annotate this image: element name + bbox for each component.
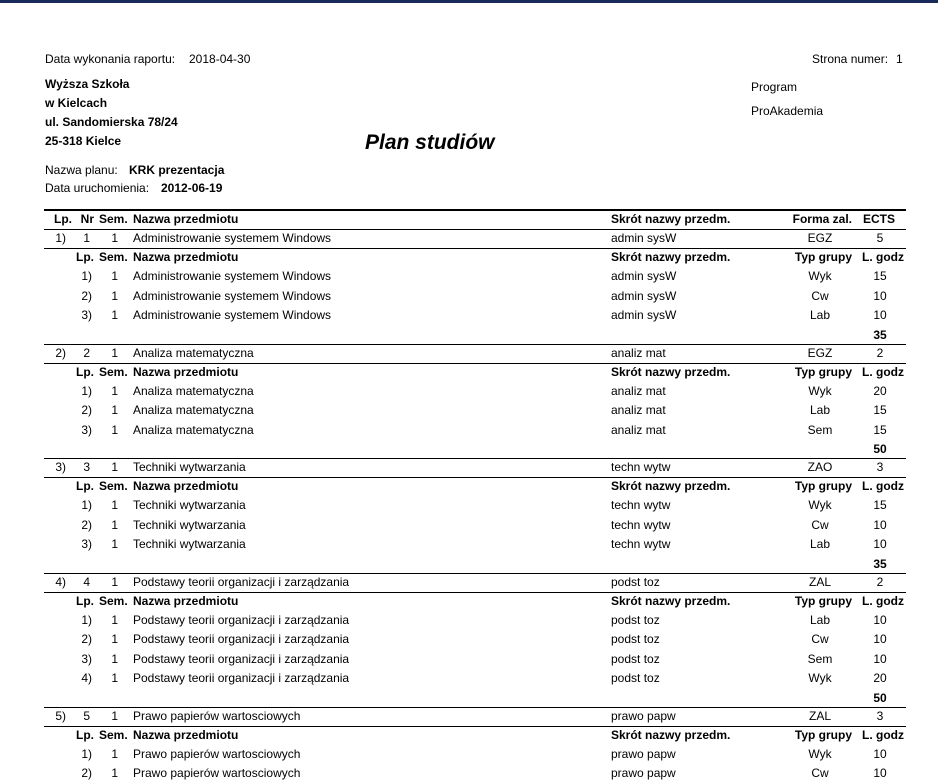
group-header-hours: L. godz [862,364,904,379]
group-header-short: Skrót nazwy przedm. [611,593,731,608]
header-nr: Nr [80,212,94,226]
group-hours: 10 [873,288,887,303]
group-name: Administrowanie systemem Windows [133,308,332,322]
group-short: prawo papw [611,746,676,761]
subject-form: ZAL [808,574,831,589]
subject-total-row [0,440,938,459]
group-short: prawo papw [611,766,676,780]
group-header-short: Skrót nazwy przedm. [611,479,731,493]
subject-short: prawo papw [611,708,676,723]
group-header-hours: L. godz [862,479,904,493]
group-name: Techniki wytwarzania [133,517,246,532]
group-type: Wyk [808,383,832,398]
group-sem: 1 [111,612,118,627]
group-short: admin sysW [611,308,677,322]
group-sem: 1 [111,269,118,283]
subject-lp: 4) [55,574,66,589]
group-row [0,421,938,440]
group-row [0,764,938,783]
header-ects: ECTS [862,212,895,226]
group-lp: 3) [81,651,92,666]
page-label: Strona numer: [812,52,889,66]
subject-lp: 1) [55,231,66,245]
group-header-row [0,363,938,382]
report-date-label: Data wykonania raportu: [45,52,176,66]
group-hours: 10 [873,517,887,532]
subject-sem: 1 [111,708,118,723]
group-hours: 20 [873,671,887,685]
group-sem: 1 [111,422,118,437]
subject-nr: 1 [83,231,90,245]
subject-sem: 1 [111,574,118,589]
group-header-short: Skrót nazwy przedm. [611,727,731,742]
group-name: Analiza matematyczna [133,403,254,417]
group-row [0,669,938,688]
group-short: techn wytw [611,517,671,532]
group-header-row [0,592,938,611]
group-lp: 2) [81,517,92,532]
group-sem: 1 [111,632,118,646]
group-row [0,496,938,515]
school-line-4: 25-318 Kielce [45,134,122,148]
group-short: admin sysW [611,288,677,303]
group-sem: 1 [111,288,118,303]
group-short: analiz mat [611,383,666,398]
group-row [0,306,938,325]
group-hours: 10 [873,766,887,780]
header-sem: Sem. [99,212,128,226]
subject-lp: 3) [55,460,66,474]
group-name: Analiza matematyczna [133,383,254,398]
header-lp: Lp. [54,212,72,226]
group-hours: 15 [873,403,887,417]
subject-ects: 3 [876,460,884,474]
group-header-sem: Sem. [99,727,128,742]
group-header-hours: L. godz [862,593,904,608]
group-type: Lab [809,537,831,551]
group-short: podst toz [611,612,660,627]
group-sem: 1 [111,671,118,685]
group-row [0,630,938,649]
subject-nr: 2 [83,345,90,360]
group-sem: 1 [111,403,118,417]
plan-name: KRK prezentacja [129,163,225,177]
group-lp: 3) [81,537,92,551]
group-sem: 1 [111,498,118,512]
plan-name-label: Nazwa planu: [45,163,118,177]
group-header-lp: Lp. [76,364,94,379]
subject-form: ZAL [808,708,831,723]
subject-total-row [0,689,938,708]
subject-row [0,707,938,726]
subject-short: techn wytw [611,460,671,474]
group-type: Sem [807,651,833,666]
group-name: Podstawy teorii organizacji i zarządzania [133,651,350,666]
group-header-type: Typ grupy [794,593,852,608]
group-type: Wyk [808,269,832,283]
group-lp: 4) [81,671,92,685]
subject-short: podst toz [611,574,660,589]
group-hours: 10 [873,537,887,551]
group-short: podst toz [611,632,660,646]
group-type: Wyk [808,671,832,685]
header-name: Nazwa przedmiotu [133,212,239,226]
group-sem: 1 [111,383,118,398]
group-lp: 1) [81,383,92,398]
group-name: Podstawy teorii organizacji i zarządzania [133,632,350,646]
group-header-name: Nazwa przedmiotu [133,727,239,742]
subject-ects: 2 [876,574,884,589]
group-type: Lab [809,612,831,627]
group-type: Lab [809,308,831,322]
subject-row [0,229,938,248]
group-name: Podstawy teorii organizacji i zarządzania [133,612,350,627]
page-number: 1 [896,52,903,66]
subject-total-row [0,326,938,345]
group-header-lp: Lp. [76,727,94,742]
subject-form: EGZ [807,345,833,360]
group-lp: 3) [81,422,92,437]
group-type: Cw [811,288,829,303]
group-name: Administrowanie systemem Windows [133,288,332,303]
subject-total-hours: 35 [873,556,887,571]
subject-row [0,344,938,363]
group-header-lp: Lp. [76,593,94,608]
group-name: Administrowanie systemem Windows [133,269,332,283]
subject-name: Techniki wytwarzania [133,460,246,474]
subject-sem: 1 [111,345,118,360]
group-lp: 1) [81,498,92,512]
group-sem: 1 [111,308,118,322]
subject-total-hours: 35 [873,327,887,342]
group-header-short: Skrót nazwy przedm. [611,250,731,264]
group-header-sem: Sem. [99,250,128,264]
group-name: Techniki wytwarzania [133,498,246,512]
group-header-sem: Sem. [99,593,128,608]
group-type: Cw [811,632,829,646]
subject-name: Prawo papierów wartosciowych [133,708,301,723]
group-header-type: Typ grupy [794,364,852,379]
group-header-lp: Lp. [76,250,94,264]
program-line-2: ProAkademia [751,104,824,118]
group-lp: 2) [81,288,92,303]
group-row [0,287,938,306]
subject-row [0,573,938,592]
subject-nr: 4 [83,574,90,589]
subject-short: analiz mat [611,345,666,360]
page-title: Plan studiów [365,131,495,154]
group-type: Sem [807,422,833,437]
group-header-name: Nazwa przedmiotu [133,593,239,608]
group-short: podst toz [611,671,660,685]
group-lp: 1) [81,746,92,761]
report-date: 2018-04-30 [189,52,251,66]
main-header-row [0,210,938,229]
group-hours: 15 [873,498,887,512]
subject-total-hours: 50 [873,442,887,456]
group-short: techn wytw [611,498,671,512]
group-header-hours: L. godz [862,727,904,742]
subject-ects: 5 [876,231,884,245]
group-row [0,267,938,286]
subject-name: Analiza matematyczna [133,345,254,360]
group-row [0,611,938,630]
group-row [0,382,938,401]
subject-total-hours: 50 [873,690,887,705]
header-short: Skrót nazwy przedm. [611,212,731,226]
subject-short: admin sysW [611,231,677,245]
group-hours: 10 [873,308,887,322]
group-sem: 1 [111,517,118,532]
group-header-type: Typ grupy [794,250,852,264]
group-lp: 1) [81,269,92,283]
group-sem: 1 [111,537,118,551]
group-type: Lab [809,403,831,417]
group-lp: 2) [81,766,92,780]
subject-ects: 2 [876,345,884,360]
group-hours: 10 [873,612,887,627]
group-type: Cw [811,517,829,532]
group-row [0,516,938,535]
group-short: podst toz [611,651,660,666]
subject-nr: 3 [83,460,90,474]
group-header-lp: Lp. [76,479,94,493]
subject-nr: 5 [83,708,90,723]
school-line-1: Wyższa Szkoła [45,77,130,91]
group-lp: 2) [81,632,92,646]
group-name: Prawo papierów wartosciowych [133,766,301,780]
group-short: analiz mat [611,403,666,417]
subject-name: Podstawy teorii organizacji i zarządzania [133,574,350,589]
group-lp: 3) [81,308,92,322]
group-header-sem: Sem. [99,364,128,379]
subject-form: EGZ [807,231,833,245]
group-header-row [0,248,938,267]
subject-sem: 1 [111,231,118,245]
group-short: techn wytw [611,537,671,551]
header-form: Forma zal. [792,212,852,226]
group-row [0,401,938,420]
group-header-type: Typ grupy [794,479,852,493]
subject-total-row [0,555,938,574]
group-name: Prawo papierów wartosciowych [133,746,301,761]
group-row [0,535,938,554]
group-header-name: Nazwa przedmiotu [133,479,239,493]
group-row [0,650,938,669]
start-date: 2012-06-19 [161,181,223,195]
group-lp: 1) [81,612,92,627]
group-hours: 10 [873,632,887,646]
subject-row [0,458,938,477]
group-header-row [0,726,938,745]
group-hours: 10 [873,651,887,666]
group-type: Wyk [808,498,832,512]
subject-sem: 1 [111,460,118,474]
group-header-sem: Sem. [99,479,128,493]
group-hours: 10 [873,746,887,761]
subject-form: ZAO [807,460,833,474]
group-lp: 2) [81,403,92,417]
start-date-label: Data uruchomienia: [45,181,150,195]
group-header-hours: L. godz [862,250,904,264]
group-hours: 15 [873,269,887,283]
group-short: analiz mat [611,422,666,437]
group-header-name: Nazwa przedmiotu [133,364,239,379]
group-name: Podstawy teorii organizacji i zarządzania [133,671,350,685]
group-row [0,745,938,764]
school-line-3: ul. Sandomierska 78/24 [45,115,178,129]
group-name: Analiza matematyczna [133,422,254,437]
group-name: Techniki wytwarzania [133,537,246,551]
group-sem: 1 [111,651,118,666]
group-header-name: Nazwa przedmiotu [133,250,239,264]
subject-name: Administrowanie systemem Windows [133,231,332,245]
school-line-2: w Kielcach [45,96,108,110]
program-line-1: Program [751,80,798,94]
group-type: Wyk [808,746,832,761]
group-hours: 15 [873,422,887,437]
group-short: admin sysW [611,269,677,283]
group-header-row [0,477,938,496]
subject-ects: 3 [876,708,884,723]
group-header-short: Skrót nazwy przedm. [611,364,731,379]
group-sem: 1 [111,746,118,761]
subject-lp: 5) [55,708,66,723]
group-hours: 20 [873,383,887,398]
group-sem: 1 [111,766,118,780]
group-header-type: Typ grupy [794,727,852,742]
group-type: Cw [811,766,829,780]
subject-lp: 2) [55,345,66,360]
